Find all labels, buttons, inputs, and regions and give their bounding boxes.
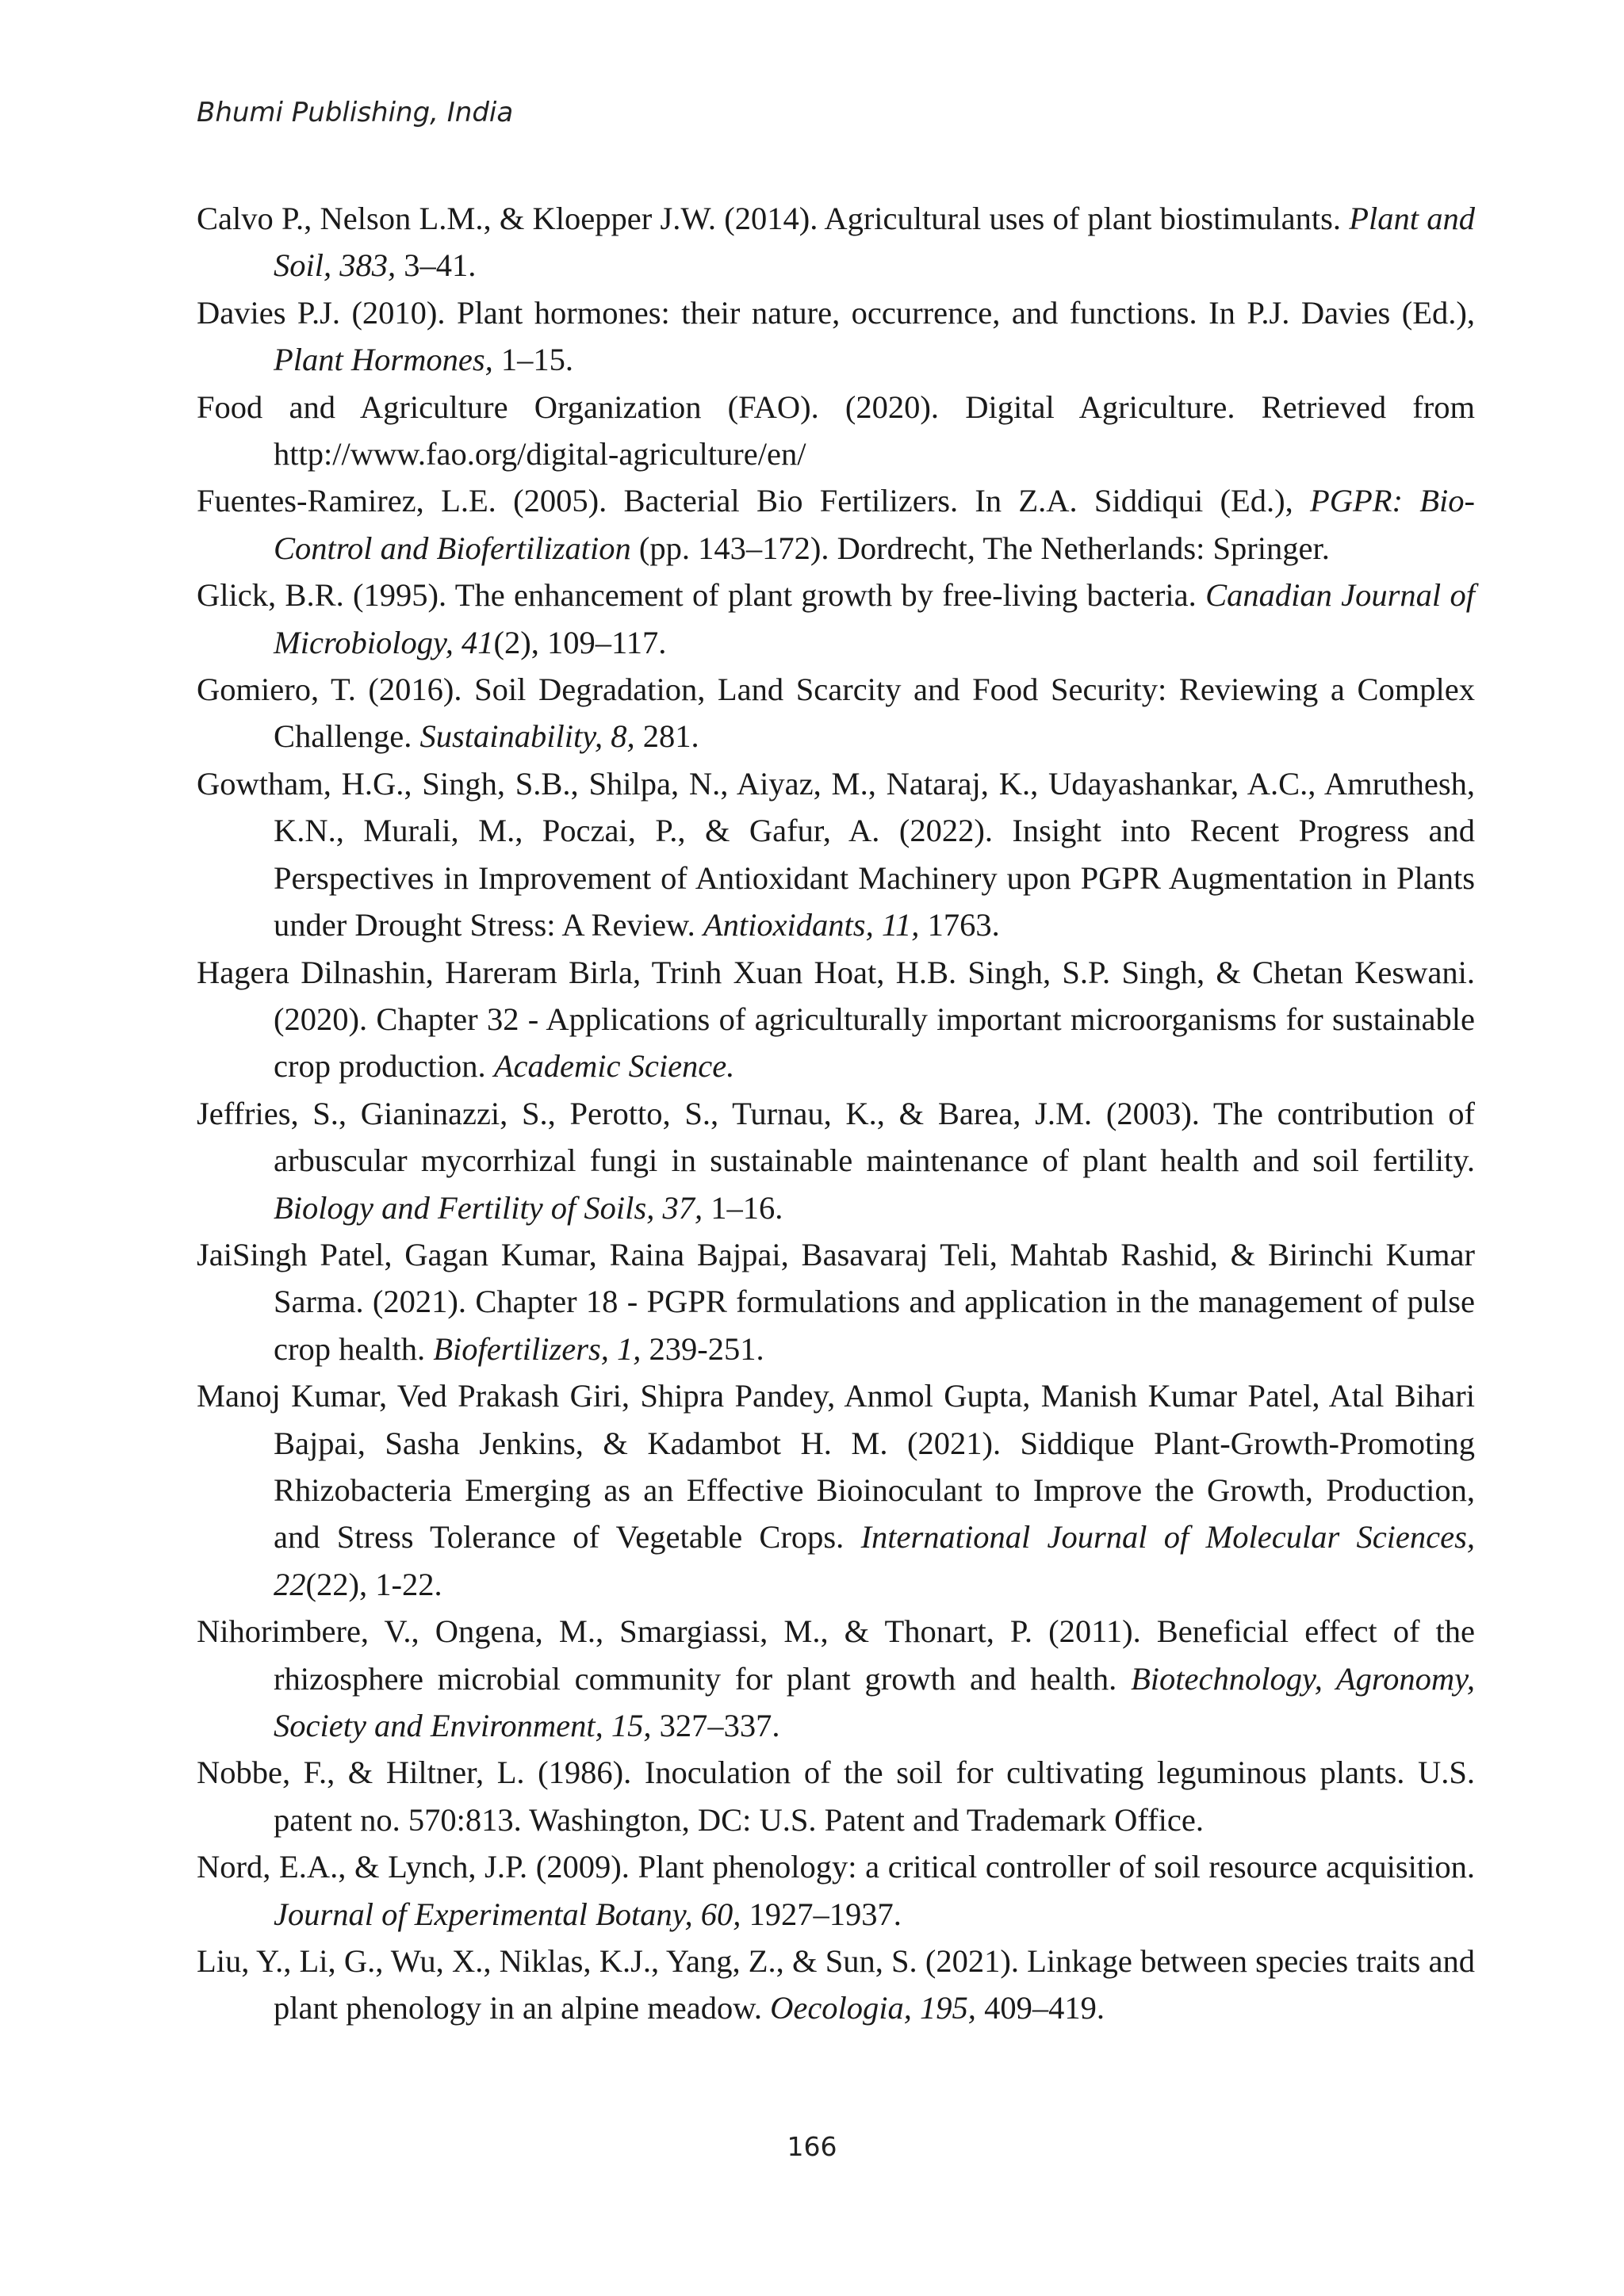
reference-list (197, 195, 1475, 2032)
reference-text: Manoj Kumar, Ved Prakash Giri, Shipra Pandey, Anmol Gupta, Manish Kumar Patel, Atal Bihari Bajpai, Sasha Jenkins, & Kadambot H. M. (2021). Siddique Plant-Growth-Promoting Rhizobacteria Emerging as an Effective Bioinoculant to Improve the Growth, Production, and Stress Tolerance of Vegetable Crops. (197, 1378, 1475, 1556)
reference-entry (197, 384, 1475, 478)
reference-entry (197, 1843, 1475, 1938)
reference-text: Hagera Dilnashin, Hareram Birla, Trinh Xuan Hoat, H.B. Singh, S.P. Singh, & Chetan Keswani. (2020). Chapter 32 - Applications of agriculturally important microorganisms for sustainable crop production. (197, 954, 1475, 1085)
reference-text: Glick, B.R. (1995). The enhancement of plant growth by free-living bacteria. (197, 577, 1206, 614)
reference-entry (197, 477, 1475, 572)
reference-entry (197, 1372, 1475, 1608)
reference-entry (197, 1090, 1475, 1231)
reference-source: Biology and Fertility of Soils, 37, (274, 1189, 703, 1226)
reference-text: Fuentes-Ramirez, L.E. (2005). Bacterial Bio Fertilizers. In Z.A. Siddiqui (Ed.), (197, 483, 1311, 519)
reference-text: Jeffries, S., Gianinazzi, S., Perotto, S., Turnau, K., & Barea, J.M. (2003). The contribution of arbuscular mycorrhizal fungi in sustainable maintenance of plant health and soil fertility. (197, 1095, 1475, 1179)
reference-text: Liu, Y., Li, G., Wu, X., Niklas, K.J., Yang, Z., & Sun, S. (2021). Linkage between species traits and plant phenology in an alpine meadow. (197, 1943, 1475, 2026)
reference-text: Nihorimbere, V., Ongena, M., Smargiassi, M., & Thonart, P. (2011). Beneficial effect of the rhizosphere microbial community for plant growth and health. (197, 1613, 1475, 1697)
reference-pages: 1927–1937. (741, 1896, 902, 1932)
reference-entry (197, 666, 1475, 760)
reference-source: International Journal of Molecular Sciences, 22 (274, 1519, 1475, 1602)
reference-pages: 327–337. (651, 1708, 780, 1743)
reference-source: Biofertilizers, 1, (433, 1330, 642, 1367)
reference-pages: 281. (634, 718, 699, 755)
page-number: 166 (787, 2131, 837, 2162)
reference-entry (197, 949, 1475, 1090)
reference-source: Plant Hormones, (274, 342, 493, 378)
reference-pages: 3–41. (396, 247, 477, 284)
reference-pages: 1763. (919, 907, 1000, 943)
reference-source: Plant and Soil, 383, (274, 201, 1475, 284)
reference-source: Journal of Experimental Botany, 60, (274, 1896, 741, 1932)
reference-entry (197, 195, 1475, 289)
reference-text: Gomiero, T. (2016). Soil Degradation, Land Scarcity and Food Security: Reviewing a Complex Challenge. (197, 672, 1475, 755)
reference-source: Sustainability, 8, (419, 718, 635, 755)
reference-pages: (pp. 143–172). Dordrecht, The Netherlands: Springer. (630, 530, 1330, 566)
reference-source: Antioxidants, 11, (703, 907, 920, 943)
reference-source: PGPR: Bio-Control and Biofertilization (274, 483, 1475, 566)
reference-text: Davies P.J. (2010). Plant hormones: their nature, occurrence, and functions. In P.J. Davies (Ed.), (197, 294, 1475, 331)
reference-entry (197, 760, 1475, 949)
reference-text: Food and Agriculture Organization (FAO). (2020). Digital Agriculture. Retrieved from http://www.fao.org/digital-agriculture/en/ (197, 388, 1475, 473)
reference-entry (197, 289, 1475, 384)
reference-text: Gowtham, H.G., Singh, S.B., Shilpa, N., Aiyaz, M., Nataraj, K., Udayashankar, A.C., Amruthesh, K.N., Murali, M., Poczai, P., & Gafur, A. (2022). Insight into Recent Progress and Perspectives in Improvement of Antioxidant Machinery upon PGPR Augmentation in Plants under Drought Stress: A Review. (197, 765, 1475, 943)
reference-pages: 1–16. (703, 1189, 783, 1226)
reference-pages: (22), 1-22. (305, 1566, 442, 1602)
reference-text: Nobbe, F., & Hiltner, L. (1986). Inoculation of the soil for cultivating leguminous plants. U.S. patent no. 570:813. Washington, DC: U.S. Patent and Trademark Office. (197, 1755, 1475, 1838)
reference-pages: 239-251. (641, 1330, 764, 1367)
reference-entry (197, 1938, 1475, 2032)
reference-text: JaiSingh Patel, Gagan Kumar, Raina Bajpai, Basavaraj Teli, Mahtab Rashid, & Birinchi Kumar Sarma. (2021). Chapter 18 - PGPR formulations and application in the management of pulse crop health. (197, 1236, 1475, 1367)
running-header: Bhumi Publishing, India (197, 97, 514, 128)
reference-pages: 1–15. (492, 342, 573, 378)
reference-source: Oecologia, 195, (770, 1990, 976, 2026)
reference-source: Biotechnology, Agronomy, Society and Environment, 15, (274, 1660, 1476, 1743)
reference-entry (197, 1749, 1475, 1843)
reference-text: Nord, E.A., & Lynch, J.P. (2009). Plant phenology: a critical controller of soil resource acquisition. (197, 1849, 1475, 1885)
reference-entry (197, 1608, 1475, 1749)
reference-source: Academic Science. (493, 1048, 735, 1085)
reference-entry (197, 1231, 1475, 1372)
reference-source: Canadian Journal of Microbiology, 41 (274, 577, 1475, 660)
reference-pages: (2), 109–117. (493, 624, 667, 660)
reference-pages: 409–419. (975, 1990, 1105, 2026)
reference-entry (197, 572, 1475, 666)
reference-text: Calvo P., Nelson L.M., & Kloepper J.W. (2014). Agricultural uses of plant biostimulants. (197, 201, 1350, 236)
